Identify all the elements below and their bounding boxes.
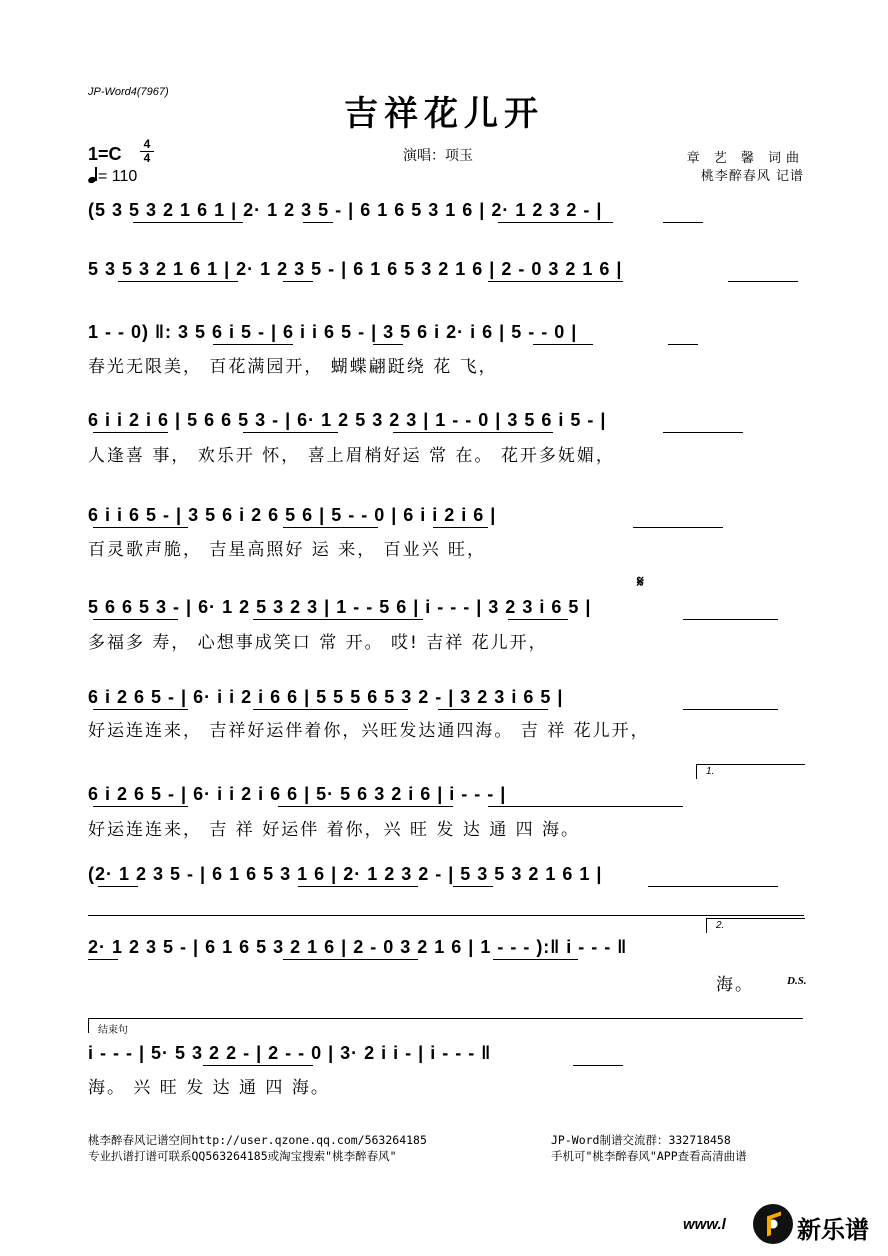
score-line-2: 5 3 5 3 2 1 6 1 | 2· 1 2 3 5 - | 6 1 6 5 3 2 1 6 | 2 - 0 3 2 1 6 | <box>88 259 623 279</box>
score-line-4: 6 i i 2 i 6 | 5 6 6 5 3 - | 6· 1 2 5 3 2 3 | 1 - - 0 | 3 5 6 i 5 - | <box>88 410 607 430</box>
footer-right-2: 手机可"桃李醉春风"APP查看高清曲谱 <box>551 1149 747 1163</box>
score-line-8: 6 i 2 6 5 - | 6· i i 2 i 6 6 | 5· 5 6 3 2 i 6 | i - - - | <box>88 784 507 804</box>
lyricist-credit: 章 艺 馨 词曲 <box>686 151 804 166</box>
underline-group-10 <box>88 959 804 979</box>
ending-bracket <box>88 1018 803 1033</box>
ds-marking: D.S. <box>787 975 807 987</box>
score-line-6: 5 6 6 5 3 - | 6· 1 2 5 3 2 3 | 1 - - 5 6 | i - - - | 3 2 3 i 6 5 | <box>88 597 592 617</box>
music-disc-icon <box>753 1204 793 1244</box>
tempo-marking <box>88 167 137 186</box>
underline-group-1 <box>88 222 804 242</box>
key-signature: 1=C <box>88 144 122 164</box>
lyric-line-3: 春光无限美， 百花满园开， 蝴蝶翩跹绕 花 飞， <box>88 357 498 377</box>
ending-label: 结束句 <box>98 1025 128 1036</box>
segno-icon: 𝄋 <box>637 572 644 591</box>
score-line-11: i - - - | 5· 5 3 2 2 - | 2 - - 0 | 3· 2 i i - | i - - - ‖ <box>88 1043 492 1063</box>
time-signature-top: 4 <box>143 137 151 151</box>
lyric-line-5: 百灵歌声脆， 吉星高照好 运 来， 百业兴 旺， <box>88 540 487 560</box>
logo-url: www.l <box>683 1216 726 1233</box>
software-label: JP-Word4(7967) <box>88 86 169 98</box>
footer-right-1: JP-Word制谱交流群：332718458 <box>551 1133 731 1147</box>
volta-2-label: 2. <box>716 920 725 931</box>
time-signature <box>140 139 154 164</box>
underline-group-9 <box>88 886 804 906</box>
time-signature-bottom: 4 <box>143 151 151 165</box>
logo-brand: 新乐谱 <box>797 1216 869 1244</box>
tempo-value: = 110 <box>98 168 138 185</box>
singer-credit: 演唱：项玉 <box>403 148 473 164</box>
lyric-line-4: 人逢喜 事， 欢乐开 怀， 喜上眉梢好运 常 在。 花开多妩媚， <box>88 446 615 466</box>
lyric-line-6: 多福多 寿， 心想事成笑口 常 开。 哎! 吉祥 花儿开， <box>88 633 548 653</box>
system-divider <box>88 915 804 916</box>
score-line-10: 2· 1 2 3 5 - | 6 1 6 5 3 2 1 6 | 2 - 0 3 2 1 6 | 1 - - - ):‖ i - - - ‖ <box>88 937 628 957</box>
lyric-line-8: 好运连连来， 吉 祥 好运伴 着你，兴 旺 发 达 通 四 海。 <box>88 820 581 840</box>
lyric-line-11: 海。 兴 旺 发 达 通 四 海。 <box>88 1078 330 1098</box>
song-title: 吉祥花儿开 <box>344 94 544 134</box>
notation-credit: 桃李醉春风 记谱 <box>700 169 804 184</box>
footer-left-2: 专业扒谱打谱可联系QQ563264185或淘宝搜索"桃李醉春风" <box>88 1149 397 1163</box>
quarter-note-icon <box>88 167 98 183</box>
score-line-3: 1 - - 0) ‖: 3 5 6 i 5 - | 6 i i 6 5 - | 3 5 6 i 2· i 6 | 5 - - 0 | <box>88 322 578 342</box>
volta-1-label: 1. <box>706 766 715 777</box>
score-line-1: (5 3 5 3 2 1 6 1 | 2· 1 2 3 5 - | 6 1 6 5 3 1 6 | 2· 1 2 3 2 - | <box>88 200 603 220</box>
lyric-line-10: 海。 <box>716 975 754 995</box>
underline-group-2 <box>88 281 804 301</box>
lyric-line-7: 好运连连来， 吉祥好运伴着你，兴旺发达通四海。 吉 祥 花儿开， <box>88 721 650 741</box>
score-line-7: 6 i 2 6 5 - | 6· i i 2 i 6 6 | 5 5 5 6 5 3 2 - | 3 2 3 i 6 5 | <box>88 687 564 707</box>
score-line-5: 6 i i 6 5 - | 3 5 6 i 2 6 5 6 | 5 - - 0 | 6 i i 2 i 6 | <box>88 505 497 525</box>
footer-left-1: 桃李醉春风记谱空间http://user.qzone.qq.com/563264185 <box>88 1133 427 1147</box>
score-line-9: (2· 1 2 3 5 - | 6 1 6 5 3 1 6 | 2· 1 2 3 2 - | 5 3 5 3 2 1 6 1 | <box>88 864 603 884</box>
